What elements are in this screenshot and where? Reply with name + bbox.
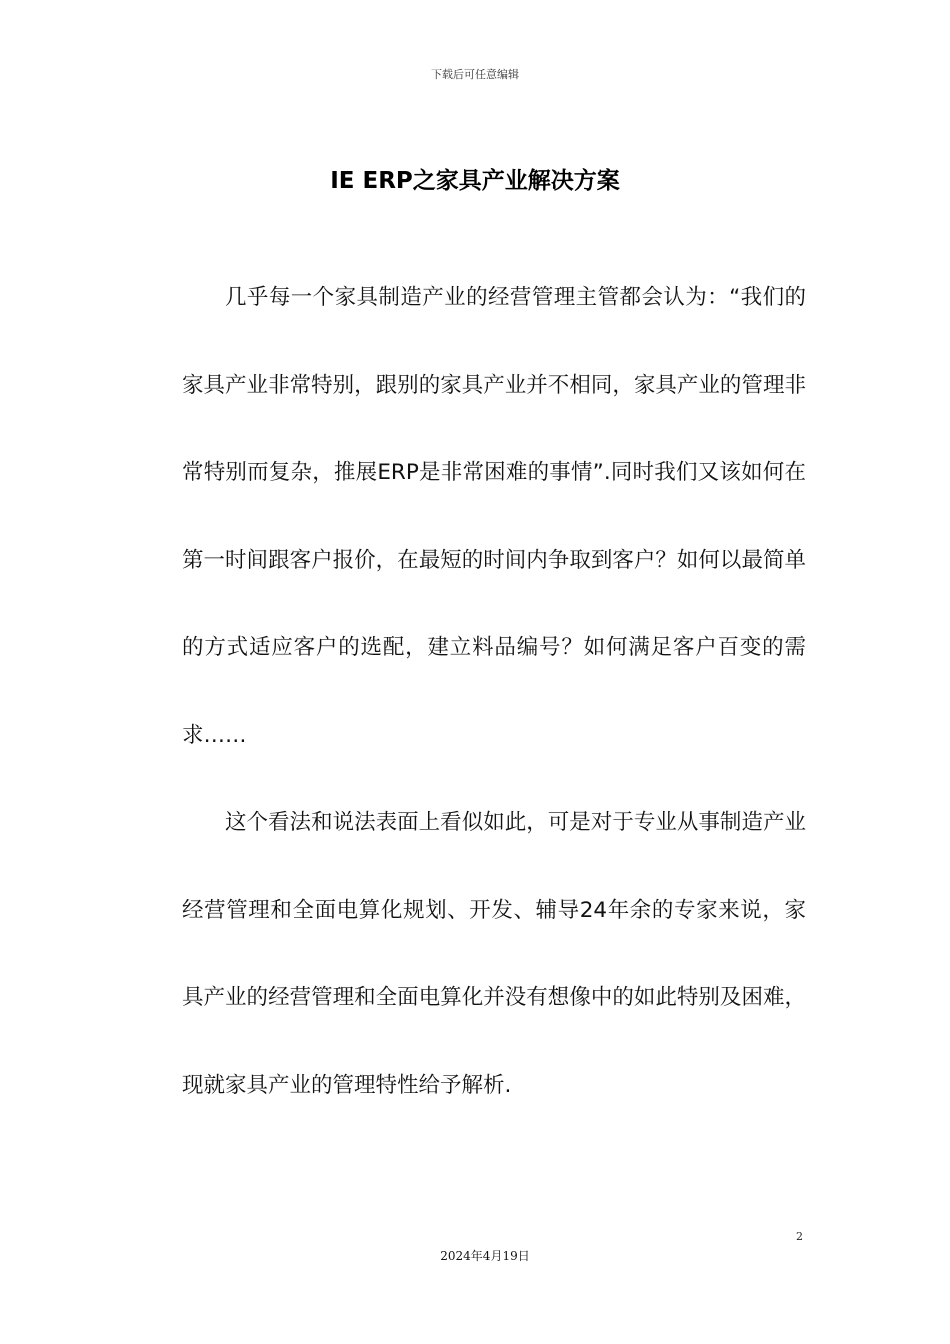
document-title: IE ERP之家具产业解决方案 [330,168,620,194]
paragraph-2: 这个看法和说法表面上看似如此，可是对于专业从事制造产业经营管理和全面电算化规划、开发、辅导24年余的专家来说，家具产业的经营管理和全面电算化并没有想像中的如此特别及困难，现就家具产业的管理特性给予解析. [182,810,806,1098]
document-body [182,254,806,1129]
page-header: 下载后可任意编辑 [431,68,519,81]
page-footer-date: 2024年4月19日 [440,1249,530,1263]
page-number: 2 [796,1230,803,1243]
paragraph-1: 几乎每一个家具制造产业的经营管理主管都会认为：“我们的家具产业非常特别，跟别的家具产业并不相同，家具产业的管理非常特别而复杂，推展ERP是非常困难的事情”.同时我们又该如何在第一时间跟客户报价，在最短的时间内争取到客户？如何以最简单的方式适应客户的选配，建立料品编号？如何满足客户百变的需求…… [182,285,806,748]
